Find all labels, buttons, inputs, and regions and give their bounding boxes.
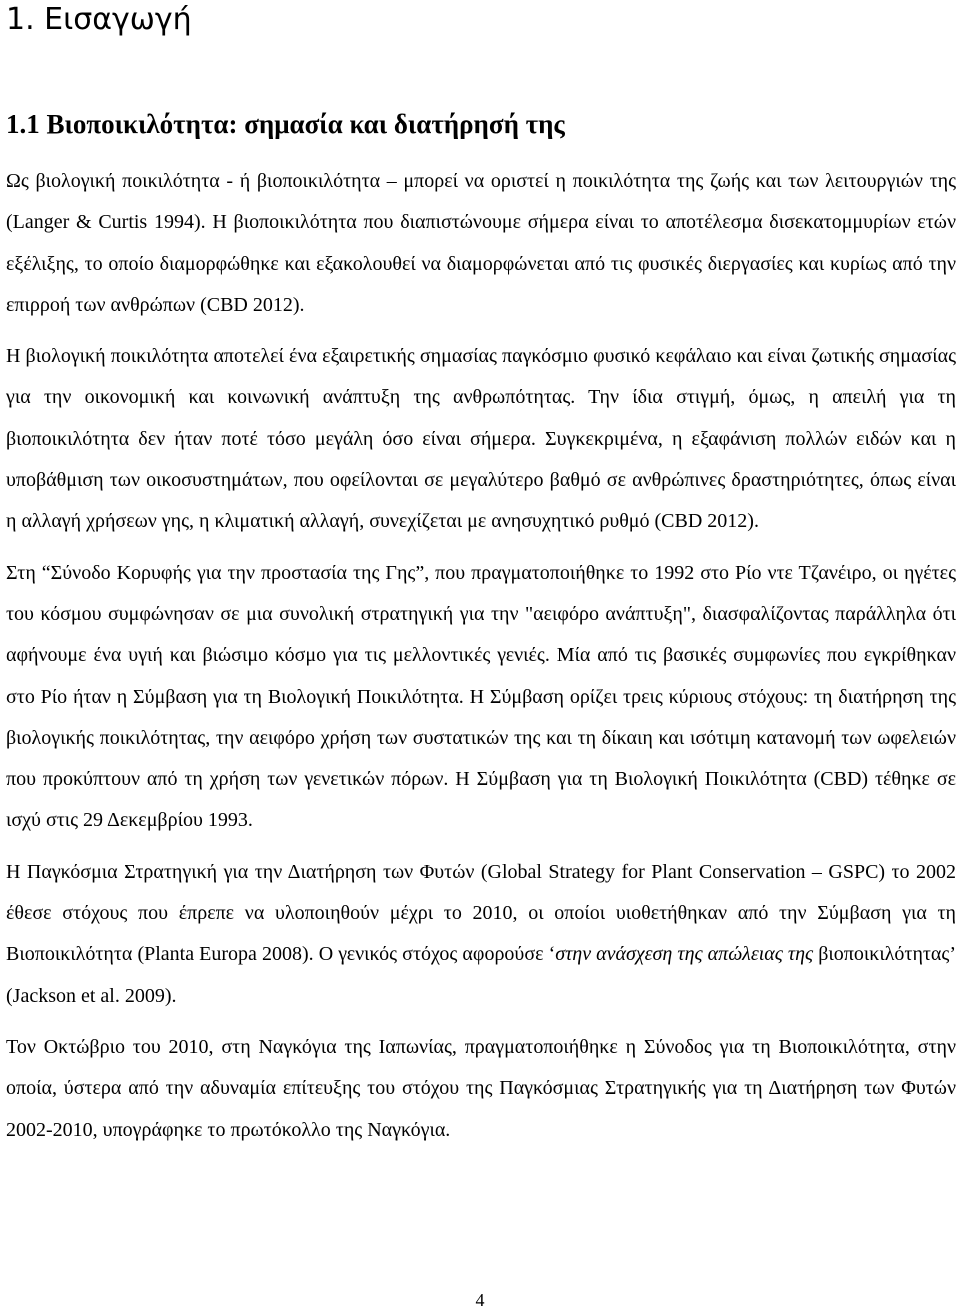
paragraph-4-italic-quote: στην ανάσχεση της απώλειας της — [555, 943, 814, 966]
document-page — [6, 0, 956, 1310]
paragraph-2: Η βιολογική ποικιλότητα αποτελεί ένα εξαιρετικής σημασίας παγκόσμιο φυσικό κεφάλαιο και είναι ζωτικής σημασίας για την οικονομική και κοινωνική ανάπτυξη της ανθρωπότητας. Την ίδια στιγμή, όμως, η απειλή για τη βιοποικιλότητα δεν ήταν ποτέ τόσο μεγάλη όσο είναι σήμερα. Συγκεκριμένα, η εξαφάνιση πολλών ειδών και η υποβάθμιση των οικοσυστημάτων, που οφείλονται σε μεγαλύτερο βαθμό σε ανθρώπινες δραστηριότητες, όπως είναι η αλλαγή χρήσεων γης, η κλιματική αλλαγή, συνεχίζεται με ανησυχητικό ρυθμό (CBD 2012). — [6, 345, 956, 533]
page-number: 4 — [475, 1290, 485, 1310]
paragraph-4-text-end: βιοποικιλότητας’ (Jackson et al. 2009). — [6, 943, 956, 1007]
paragraph-1: Ως βιολογική ποικιλότητα - ή βιοποικιλότητα – μπορεί να οριστεί η ποικιλότητα της ζωής και των λειτουργιών της (Langer & Curtis 1994). Η βιοποικιλότητα που διαπιστώνουμε σήμερα είναι το αποτέλεσμα δισεκατομμυρίων ετών εξέλιξης, το οποίο διαμορφώθηκε και εξακολουθεί να διαμορφώνεται από τις φυσικές διεργασίες και κυρίως από την επιρροή των ανθρώπων (CBD 2012). — [6, 170, 956, 316]
document-body — [6, 161, 956, 1161]
paragraph-4 — [6, 852, 956, 1017]
paragraph-4-text-start: Η Παγκόσμια Στρατηγική για την Διατήρηση των Φυτών (Global Strategy for Plant Conservation – GSPC) το 2002 έθεσε στόχους που έπρεπε να υλοποιηθούν μέχρι το 2010, οι οποίοι υιοθετήθηκαν από την Σύμβαση για τη Βιοποικιλότητα (Planta Europa 2008). Ο γενικός στόχος αφορούσε ‘ — [6, 860, 956, 966]
paragraph-3: Στη “Σύνοδο Κορυφής για την προστασία της Γης”, που πραγματοποιήθηκε το 1992 στο Ρίο ντε Τζανέιρο, οι ηγέτες του κόσμου συμφώνησαν σε μια συνολική στρατηγική για την "αειφόρο ανάπτυξη", διασφαλίζοντας παράλληλα ότι αφήνουμε ένα υγιή και βιώσιμο κόσμο για τις μελλοντικές γενιές. Μία από τις βασικές συμφωνίες που εγκρίθηκαν στο Ρίο ήταν η Σύμβαση για τη Βιολογική Ποικιλότητα. Η Σύμβαση ορίζει τρεις κύριους στόχους: τη διατήρηση της βιολογικής ποικιλότητας, την αειφόρο χρήση των συστατικών της και τη δίκαιη και ισότιμη κατανομή των ωφελειών που προκύπτουν από τη χρήση των γενετικών πόρων. Η Σύμβαση για τη Βιολογική Ποικιλότητα (CBD) τέθηκε σε ισχύ στις 29 Δεκεμβρίου 1993. — [6, 561, 956, 832]
section-heading: 1.1 Βιοποικιλότητα: σημασία και διατήρησή της — [6, 109, 565, 139]
chapter-heading: 1. Εισαγωγή — [6, 2, 192, 37]
paragraph-5: Τον Οκτώβριο του 2010, στη Ναγκόγια της Ιαπωνίας, πραγματοποιήθηκε η Σύνοδος για τη Βιοποικιλότητα, στην οποία, ύστερα από την αδυναμία επίτευξης του στόχου της Παγκόσμιας Στρατηγικής για τη Διατήρηση των Φυτών 2002-2010, υπογράφηκε το πρωτόκολλο της Ναγκόγια. — [6, 1035, 956, 1141]
